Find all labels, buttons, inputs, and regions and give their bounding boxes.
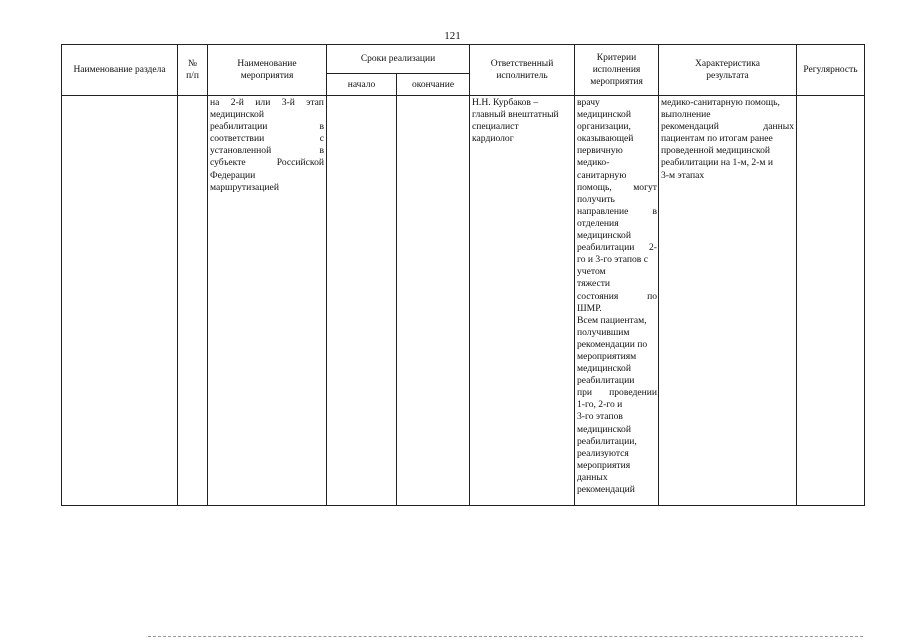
word: Н.Н. Курбаков –	[472, 97, 539, 108]
cell-text-line	[577, 411, 657, 423]
cell-text-line	[577, 194, 657, 206]
word: состояния	[577, 290, 619, 302]
header-terms: Сроки реализации	[360, 54, 436, 64]
cell-text-line	[577, 375, 657, 387]
cell-criteria	[577, 97, 657, 496]
plan-table	[61, 44, 865, 506]
word: медико-санитарную помощь,	[661, 97, 780, 108]
cell-text-line	[577, 97, 657, 109]
cell-text-line	[577, 145, 657, 157]
word: мероприятиям	[577, 350, 637, 362]
cell-text-line	[577, 254, 657, 266]
cell-text-line	[577, 278, 657, 290]
word: установленной	[210, 145, 272, 157]
header-result: Характеристика результата	[695, 59, 760, 81]
col-divider	[469, 45, 470, 505]
word: отделения	[577, 217, 619, 229]
cell-text-line	[577, 472, 657, 484]
word: реабилитации	[577, 375, 635, 387]
word: главный внештатный	[472, 109, 559, 121]
cell-text-line	[210, 121, 324, 133]
header-event: Наименование мероприятия	[237, 59, 297, 81]
cell-text-line	[577, 266, 657, 278]
cell-text-line	[577, 291, 657, 303]
word: при	[577, 387, 593, 399]
word: рекомендаций	[577, 484, 635, 495]
header-start: начало	[347, 79, 376, 90]
header-criteria: Критерии исполнения мероприятия	[590, 53, 643, 87]
word: кардиолог	[472, 133, 514, 145]
page-bottom-rule	[148, 636, 863, 637]
cell-text-line	[661, 121, 794, 133]
word: помощь,	[577, 181, 612, 193]
cell-text-line	[661, 157, 794, 169]
word: этап	[306, 97, 324, 108]
header-regularity: Регулярность	[803, 65, 858, 75]
word: по	[647, 290, 657, 302]
word: учетом	[577, 266, 606, 278]
word: организации,	[577, 121, 631, 133]
cell-text-line	[577, 327, 657, 339]
header-end: окончание	[411, 79, 455, 90]
cell-text-line	[577, 424, 657, 436]
word: направление	[577, 205, 629, 217]
word: первичную	[577, 145, 623, 157]
cell-text-line	[661, 170, 794, 182]
header-section: Наименование раздела	[73, 65, 166, 75]
col-divider	[658, 45, 659, 505]
cell-text-line	[661, 109, 794, 121]
word: специалист	[472, 121, 519, 133]
word: Российской	[276, 157, 324, 169]
word: Всем пациентам,	[577, 314, 647, 326]
cell-text-line	[577, 206, 657, 218]
cell-text-line	[577, 303, 657, 315]
cell-executor	[472, 97, 572, 145]
cell-text-line	[210, 97, 324, 109]
cell-text-line	[577, 460, 657, 472]
word: маршрутизацией	[210, 181, 279, 193]
cell-text-line	[472, 133, 572, 145]
word: медицинской	[577, 230, 631, 242]
cell-text-line	[577, 363, 657, 375]
cell-text-line	[577, 399, 657, 411]
word: реабилитации,	[577, 435, 637, 447]
word: реабилитации	[577, 242, 635, 254]
word: реабилитации на 1-м, 2-м и	[661, 157, 773, 169]
cell-text-line	[577, 109, 657, 121]
cell-text-line	[577, 182, 657, 194]
word: проведении	[609, 387, 657, 399]
word: соответствии	[210, 133, 265, 145]
word: медицинской	[577, 363, 631, 375]
cell-text-line	[577, 157, 657, 169]
word: на	[210, 97, 220, 108]
word: врачу	[577, 97, 600, 108]
word: Федерации	[210, 169, 256, 181]
word: медицинской	[210, 109, 264, 121]
col-divider	[796, 45, 797, 505]
cell-text-line	[210, 182, 324, 194]
cell-text-line	[210, 157, 324, 169]
cell-event-name	[210, 97, 324, 194]
cell-text-line	[577, 339, 657, 351]
cell-text-line	[577, 230, 657, 242]
word: в	[652, 205, 657, 217]
header-num: № п/п	[186, 59, 199, 81]
word: реализуются	[577, 447, 629, 459]
word: получившим	[577, 326, 630, 338]
cell-text-line	[661, 97, 794, 109]
word: пациентам по итогам ранее	[661, 133, 773, 145]
word: в	[319, 121, 324, 133]
col-divider	[207, 45, 208, 505]
header-executor: Ответственный исполнитель	[490, 59, 554, 81]
cell-text-line	[210, 133, 324, 145]
word: субъекте	[210, 157, 246, 169]
cell-text-line	[210, 170, 324, 182]
word: медицинской	[577, 109, 631, 121]
word: или	[255, 97, 271, 108]
cell-text-line	[577, 315, 657, 327]
cell-text-line	[577, 448, 657, 460]
word: выполнение	[661, 109, 711, 121]
col-divider	[574, 45, 575, 505]
word: медицинской	[577, 423, 631, 435]
word: рекомендаций	[661, 121, 719, 133]
cell-text-line	[210, 109, 324, 121]
word: го и 3-го этапов с	[577, 254, 648, 266]
word: санитарную	[577, 169, 627, 181]
page-number: 121	[444, 30, 461, 42]
cell-text-line	[577, 170, 657, 182]
word: с	[319, 133, 324, 145]
col-divider	[326, 45, 327, 505]
word: 2-	[649, 242, 657, 254]
word: получить	[577, 193, 615, 205]
cell-result	[661, 97, 794, 182]
col-divider	[177, 45, 178, 505]
word: 3-й	[281, 97, 295, 108]
cell-text-line	[661, 133, 794, 145]
word: тяжести	[577, 278, 611, 290]
cell-text-line	[577, 436, 657, 448]
cell-text-line	[577, 133, 657, 145]
word: в	[319, 145, 324, 157]
word: 3-го этапов	[577, 411, 623, 423]
cell-text-line	[577, 121, 657, 133]
word: оказывающей	[577, 133, 634, 145]
word: проведенной медицинской	[661, 145, 771, 157]
word: 1-го, 2-го и	[577, 399, 623, 411]
cell-text-line	[210, 145, 324, 157]
col-divider	[396, 73, 397, 505]
cell-text-line	[472, 121, 572, 133]
word: 2-й	[230, 97, 244, 108]
cell-text-line	[577, 218, 657, 230]
cell-text-line	[661, 145, 794, 157]
header-bottom-border	[62, 95, 864, 96]
cell-text-line	[577, 387, 657, 399]
cell-text-line	[577, 242, 657, 254]
word: данных	[577, 471, 608, 483]
word: ШМР.	[577, 302, 602, 314]
word: могут	[633, 181, 657, 193]
word: рекомендации по	[577, 338, 648, 350]
cell-text-line	[577, 351, 657, 363]
cell-text-line	[472, 97, 572, 109]
word: мероприятия	[577, 459, 631, 471]
word: медико-	[577, 157, 610, 169]
word: данных	[763, 121, 794, 133]
cell-text-line	[577, 484, 657, 496]
word: реабилитации	[210, 121, 268, 133]
cell-text-line	[472, 109, 572, 121]
word: 3-м этапах	[661, 169, 705, 181]
